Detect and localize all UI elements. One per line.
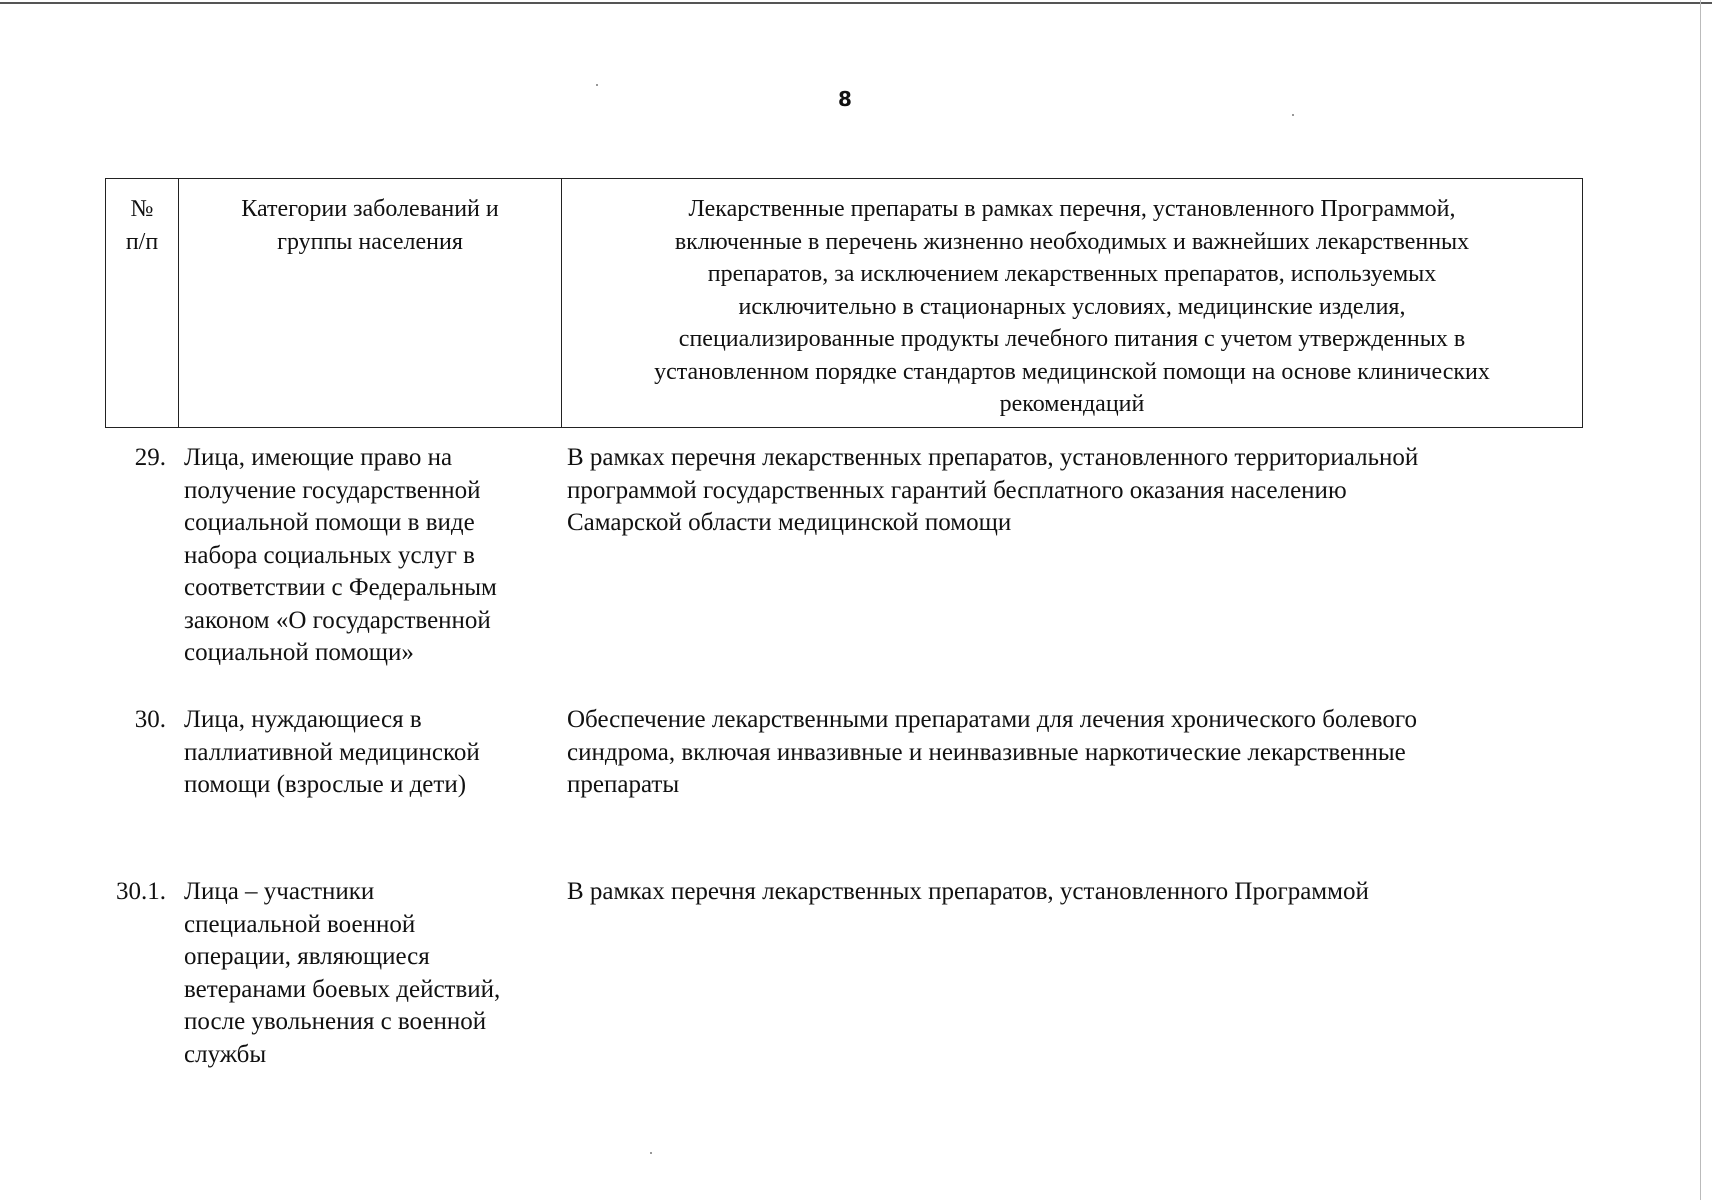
header-category-line: Категории заболеваний и [241,196,499,222]
category-line: Лица, нуждающиеся в [184,706,422,733]
category-line: помощи (взрослые и дети) [184,771,467,798]
header-drugs-line: рекомендаций [999,391,1145,417]
category-line: службы [184,1040,267,1068]
description-line: Самарской области медицинской помощи [567,509,1012,536]
scan-speck [1292,114,1294,116]
category-line: социальной помощи» [184,639,414,666]
description-line: синдрома, включая инвазивные и неинвазивные наркотические лекарственные [567,738,1406,766]
header-cell-category [179,179,562,427]
header-cell-drugs [562,179,1582,427]
right-edge-rule [1700,0,1701,1200]
header-number-line: № [130,196,154,222]
description-line: В рамках перечня лекарственных препаратов, установленного Программой [567,878,1369,905]
header-drugs-line: установленном порядке стандартов медицинской помощи на основе клинических [654,358,1490,385]
header-drugs-line: специализированные продукты лечебного питания с учетом утвержденных в [678,326,1466,352]
row-number: 30. [134,706,166,733]
row-description [567,876,1577,909]
header-drugs-line: Лекарственные препараты в рамках перечня, установленного Программой, [688,196,1456,222]
scan-speck [650,1152,652,1154]
header-drugs-line: исключительно в стационарных условиях, медицинские изделия, [738,293,1406,320]
row-category [184,442,564,670]
table-header [105,178,1583,428]
page-number: 8 [838,87,852,111]
category-line: соответствии с Федеральным [184,574,497,601]
header-drugs-line: препаратов, за исключением лекарственных препаратов, используемых [707,261,1437,287]
row-number: 29. [134,444,166,471]
description-line: Обеспечение лекарственными препаратами для лечения хронического болевого [567,706,1417,733]
category-line: законом «О государственной [184,606,491,634]
category-line: социальной помощи в виде [184,509,475,536]
row-category [184,704,564,802]
category-line: после увольнения с военной [184,1008,487,1035]
header-cell-number [106,179,179,427]
description-line: программой государственных гарантий бесплатного оказания населению [567,476,1347,504]
scan-speck [596,84,598,86]
description-line: В рамках перечня лекарственных препаратов, установленного территориальной [567,444,1419,471]
category-line: операции, являющиеся [184,943,430,970]
header-category-line: группы населения [277,228,463,255]
category-line: получение государственной [184,476,481,504]
row-category [184,876,564,1071]
top-border-rule [0,2,1712,4]
category-line: Лица, имеющие право на [184,444,453,471]
row-number: 30.1. [116,878,166,905]
category-line: ветеранами боевых действий, [184,975,501,1003]
header-number-line: п/п [125,228,159,255]
description-line: препараты [567,771,680,798]
row-description [567,704,1577,802]
row-description [567,442,1577,540]
category-line: паллиативной медицинской [184,738,480,766]
category-line: специальной военной [184,910,416,938]
category-line: набора социальных услуг в [184,541,475,569]
header-drugs-line: включенные в перечень жизненно необходимых и важнейших лекарственных [674,228,1470,255]
category-line: Лица – участники [184,878,375,905]
